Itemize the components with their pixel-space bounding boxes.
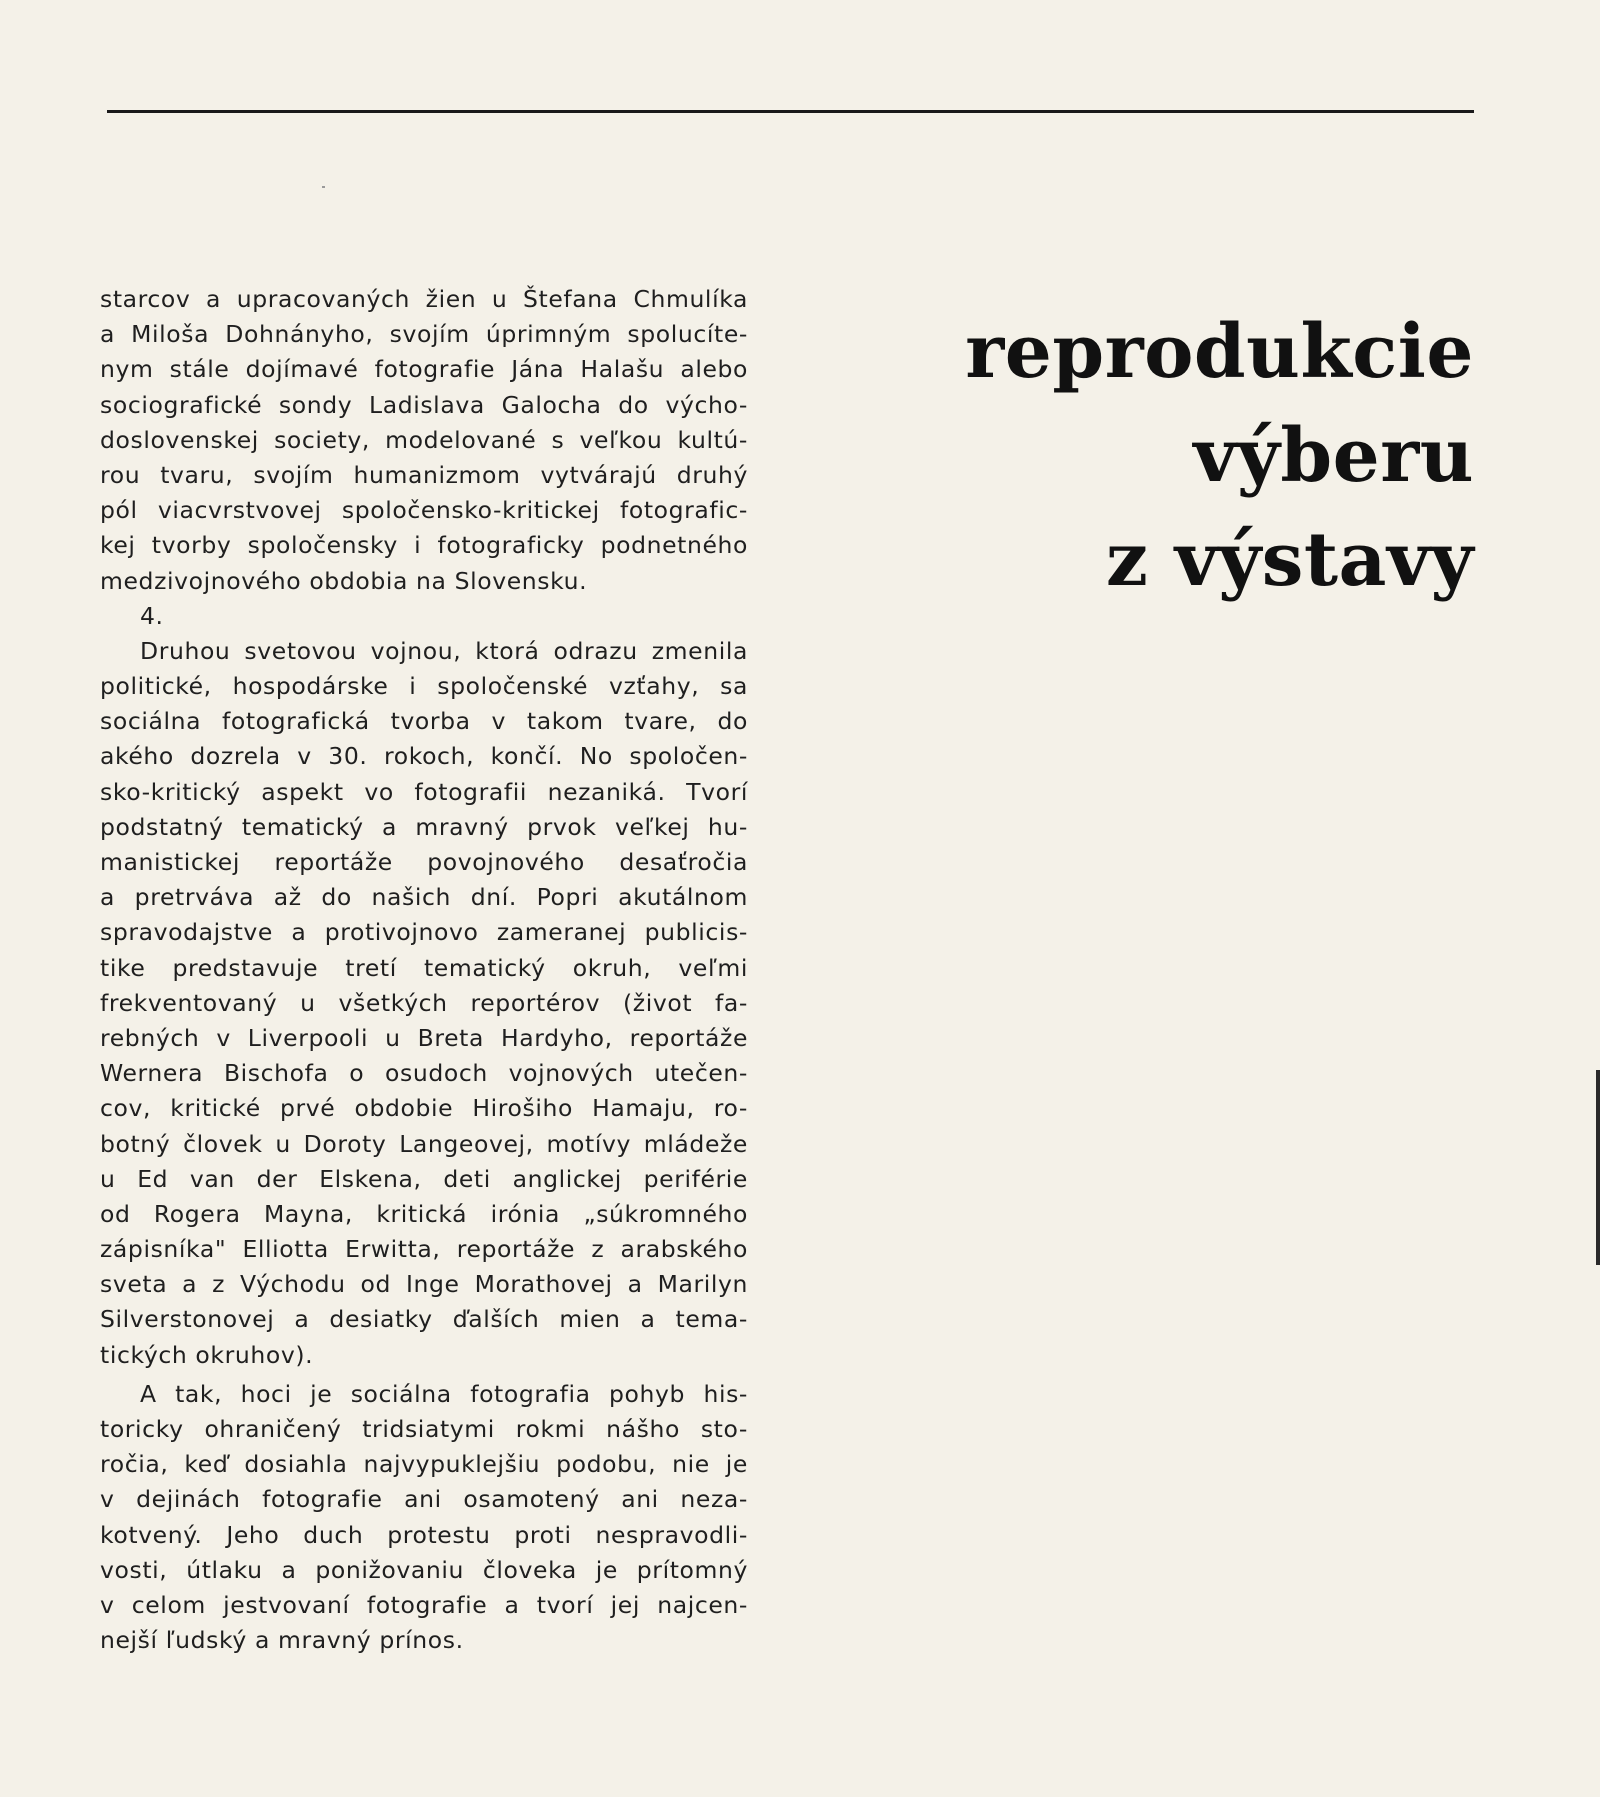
text-line: sveta a z Východu od Inge Morathovej a Marilyn <box>100 1270 748 1299</box>
text-line: u Ed van der Elskena, deti anglickej periférie <box>100 1164 748 1193</box>
text-line: od Rogera Mayna, kritická irónia „súkromného <box>100 1199 748 1228</box>
text-line: a pretrváva až do našich dní. Popri akutálnom <box>100 883 748 912</box>
page-edge-mark <box>1596 1070 1600 1265</box>
text-line: nejší ľudský a mravný prínos. <box>100 1626 464 1655</box>
text-line: v celom jestvovaní fotografie a tvorí jej najcen- <box>100 1590 748 1619</box>
text-line: manistickej reportáže povojnového desaťročia <box>100 848 748 876</box>
text-line: vosti, útlaku a ponižovaniu človeka je prítomný <box>100 1555 748 1584</box>
text-line: zápisníka" Elliotta Erwitta, reportáže z arabského <box>100 1235 748 1264</box>
text-line: spravodajstve a protivojnovo zameranej publicis- <box>100 918 748 947</box>
text-line: tike predstavuje tretí tematický okruh, veľmi <box>100 953 748 982</box>
text-line: akého dozrela v 30. rokoch, končí. No spoločen- <box>100 742 748 771</box>
text-line: rou tvaru, svojím humanizmom vytvárajú druhý <box>100 460 748 489</box>
text-line: pól viacvrstvovej spoločensko-kritickej fotografic- <box>100 496 748 525</box>
text-line: sociálna fotografická tvorba v takom tvare, do <box>100 707 748 736</box>
text-line: starcov a upracovaných žien u Štefana Chmulíka <box>100 285 748 313</box>
heading-line-3: z výstavy <box>1105 517 1474 603</box>
text-line: v dejinách fotografie ani osamotený ani neza- <box>100 1485 748 1514</box>
text-line: sko-kritický aspekt vo fotografii nezaniká. Tvorí <box>100 777 748 806</box>
heading-line-2: výberu <box>1193 413 1474 499</box>
text-line: Wernera Bischofa o osudoch vojnových utečen- <box>100 1059 748 1088</box>
text-line: toricky ohraničený tridsiatymi rokmi nášho sto- <box>100 1415 748 1443</box>
text-line: podstatný tematický a mravný prvok veľkej hu- <box>100 812 748 841</box>
text-line: doslovenskej society, modelované s veľkou kultú- <box>100 425 748 454</box>
heading-line-1: reprodukcie <box>965 309 1474 395</box>
text-line: A tak, hoci je sociálna fotografia pohyb his- <box>140 1379 748 1408</box>
text-line: medzivojnového obdobia na Slovensku. <box>100 566 588 595</box>
article-column <box>100 282 748 1658</box>
text-line: rebných v Liverpooli u Breta Hardyho, reportáže <box>100 1023 748 1052</box>
print-speck <box>322 186 325 188</box>
text-line: a Miloša Dohnányho, svojím úprimným spolucíte- <box>100 320 748 349</box>
text-line: Druhou svetovou vojnou, ktorá odrazu zmenila <box>140 636 748 665</box>
text-line: ročia, keď dosiahla najvypuklejšiu podobu, nie je <box>100 1450 748 1479</box>
text-line: Silverstonovej a desiatky ďalších mien a tema- <box>100 1305 748 1334</box>
section-heading <box>965 300 1474 612</box>
text-line: sociografické sondy Ladislava Galocha do výcho- <box>100 390 748 419</box>
text-line: kej tvorby spoločensky i fotograficky podnetného <box>100 531 748 560</box>
text-line: politické, hospodárske i spoločenské vzťahy, sa <box>100 672 748 701</box>
text-line: frekventovaný u všetkých reportérov (život fa- <box>100 988 748 1017</box>
text-line: nym stále dojímavé fotografie Jána Halašu alebo <box>100 355 748 384</box>
top-rule <box>107 110 1474 113</box>
text-line: kotvený. Jeho duch protestu proti nespravodli- <box>100 1520 748 1549</box>
text-line: tických okruhov). <box>100 1340 314 1369</box>
text-line: cov, kritické prvé obdobie Hirošiho Hamaju, ro- <box>100 1094 748 1123</box>
text-line: botný človek u Doroty Langeovej, motívy mládeže <box>100 1129 748 1158</box>
section-number: 4. <box>140 601 164 630</box>
